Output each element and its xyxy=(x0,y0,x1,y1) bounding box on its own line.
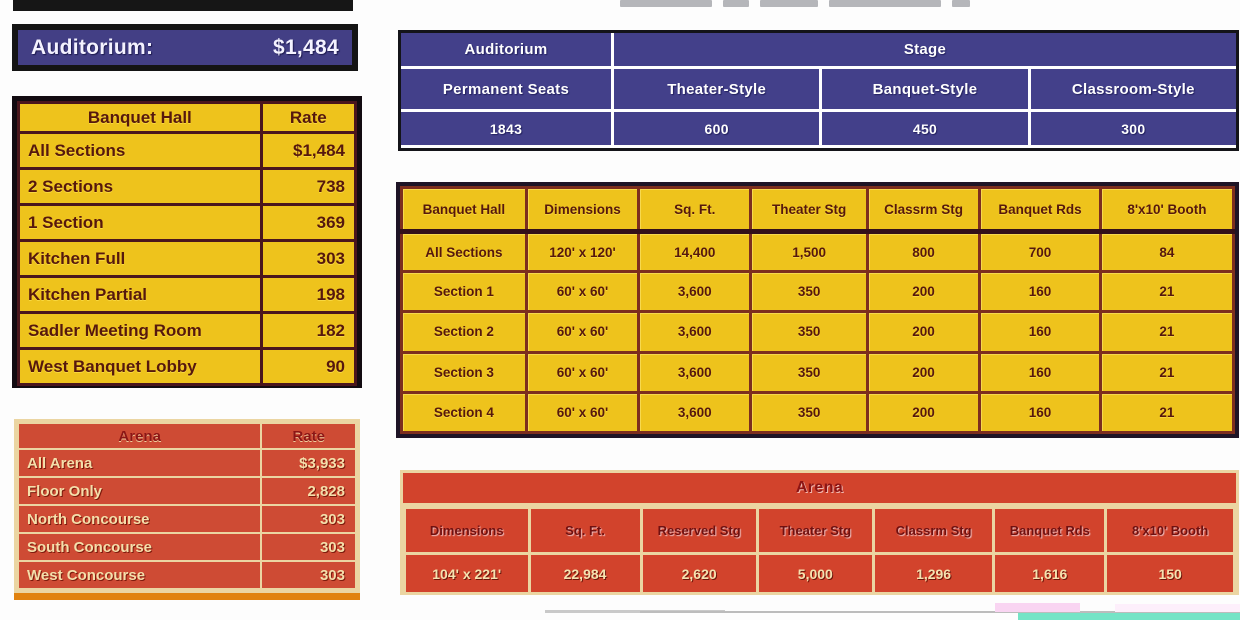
area-rate: 303 xyxy=(261,561,356,589)
cropped-heading-fragment xyxy=(723,0,749,7)
cell: 350 xyxy=(751,272,867,312)
cell: 2,620 xyxy=(641,554,757,594)
cell: 3,600 xyxy=(639,312,751,352)
cropped-heading-fragments xyxy=(620,0,970,8)
cell: 21 xyxy=(1100,352,1233,392)
group-header-row xyxy=(401,33,1236,66)
cropped-box-top xyxy=(13,0,353,11)
capacity-value: 450 xyxy=(822,112,1027,145)
cell: 150 xyxy=(1106,554,1235,594)
cell: 700 xyxy=(980,232,1101,272)
table-row xyxy=(402,312,1234,352)
cell: 200 xyxy=(867,352,979,392)
cell: 60' x 60' xyxy=(526,392,638,432)
cell: 1,500 xyxy=(751,232,867,272)
column-header: Sq. Ft. xyxy=(529,508,641,554)
column-header: Rate xyxy=(261,103,355,133)
cropped-pink-fragment xyxy=(995,603,1080,612)
column-header: Reserved Stg xyxy=(641,508,757,554)
table-row xyxy=(18,561,356,589)
header-row xyxy=(405,508,1235,554)
column-header: Classroom-Style xyxy=(1031,69,1236,109)
column-header: Classrm Stg xyxy=(867,188,979,232)
column-header: Theater-Style xyxy=(614,69,819,109)
cell: 160 xyxy=(980,312,1101,352)
column-header: Permanent Seats xyxy=(401,69,611,109)
cell: 104' x 221' xyxy=(405,554,530,594)
column-header: Banquet Rds xyxy=(980,188,1101,232)
header-row xyxy=(402,188,1234,232)
table-row xyxy=(18,505,356,533)
cropped-heading-fragment xyxy=(760,0,818,7)
value-row xyxy=(405,554,1235,594)
table-row xyxy=(19,169,356,205)
column-header: Theater Stg xyxy=(757,508,873,554)
cell: 350 xyxy=(751,312,867,352)
cell: 160 xyxy=(980,272,1101,312)
value-row xyxy=(401,112,1236,145)
cell: 60' x 60' xyxy=(526,352,638,392)
room-rate: $1,484 xyxy=(261,133,355,169)
cell: 200 xyxy=(867,312,979,352)
column-header: Banquet-Style xyxy=(822,69,1027,109)
cropped-heading-fragment xyxy=(952,0,970,7)
room-rate: 369 xyxy=(261,205,355,241)
area-name: North Concourse xyxy=(18,505,261,533)
cell: Section 2 xyxy=(402,312,527,352)
column-header: Banquet Hall xyxy=(19,103,262,133)
room-name: Sadler Meeting Room xyxy=(19,313,262,349)
column-header: Banquet Rds xyxy=(994,508,1106,554)
column-header: Theater Stg xyxy=(751,188,867,232)
cell: 84 xyxy=(1100,232,1233,272)
cell: 21 xyxy=(1100,312,1233,352)
table-row xyxy=(18,533,356,561)
area-rate: $3,933 xyxy=(261,449,356,477)
table-row xyxy=(19,133,356,169)
room-rate: 182 xyxy=(261,313,355,349)
room-rate: 738 xyxy=(261,169,355,205)
cell: 800 xyxy=(867,232,979,272)
area-name: South Concourse xyxy=(18,533,261,561)
table-row xyxy=(402,232,1234,272)
auditorium-rate-bar xyxy=(12,24,358,71)
capacity-value: 1843 xyxy=(401,112,611,145)
cropped-teal-fragment xyxy=(1018,613,1240,620)
column-header: Classrm Stg xyxy=(873,508,993,554)
cell: 1,296 xyxy=(873,554,993,594)
column-header: Dimensions xyxy=(405,508,530,554)
banquet-hall-rate-table xyxy=(12,96,362,388)
cell: 350 xyxy=(751,352,867,392)
cell: 120' x 120' xyxy=(526,232,638,272)
cell: Section 4 xyxy=(402,392,527,432)
cropped-heading-fragment xyxy=(620,0,712,7)
room-name: Kitchen Partial xyxy=(19,277,262,313)
group-header: Auditorium xyxy=(401,33,611,66)
table-row xyxy=(19,241,356,277)
capacity-value: 300 xyxy=(1031,112,1236,145)
area-rate: 2,828 xyxy=(261,477,356,505)
capacity-value: 600 xyxy=(614,112,819,145)
auditorium-rate-label: Auditorium: xyxy=(31,35,154,59)
table-row xyxy=(18,477,356,505)
arena-rate-table xyxy=(14,419,360,593)
cell: 22,984 xyxy=(529,554,641,594)
cell: 3,600 xyxy=(639,272,751,312)
area-name: Floor Only xyxy=(18,477,261,505)
table-row xyxy=(402,352,1234,392)
cell: 14,400 xyxy=(639,232,751,272)
header-row xyxy=(19,103,356,133)
cell: All Sections xyxy=(402,232,527,272)
room-rate: 198 xyxy=(261,277,355,313)
column-header: 8'x10' Booth xyxy=(1100,188,1233,232)
cell: 60' x 60' xyxy=(526,272,638,312)
cell: 160 xyxy=(980,392,1101,432)
cell: 3,600 xyxy=(639,352,751,392)
room-name: All Sections xyxy=(19,133,262,169)
room-rate: 90 xyxy=(261,349,355,385)
cell: Section 1 xyxy=(402,272,527,312)
area-rate: 303 xyxy=(261,505,356,533)
room-name: West Banquet Lobby xyxy=(19,349,262,385)
area-name: All Arena xyxy=(18,449,261,477)
arena-title: Arena xyxy=(403,473,1236,506)
cell: 21 xyxy=(1100,392,1233,432)
room-name: Kitchen Full xyxy=(19,241,262,277)
auditorium-stage-table xyxy=(398,30,1239,151)
table-row xyxy=(402,392,1234,432)
column-header: Banquet Hall xyxy=(402,188,527,232)
area-name: West Concourse xyxy=(18,561,261,589)
room-rate: 303 xyxy=(261,241,355,277)
cell: 350 xyxy=(751,392,867,432)
column-header: Rate xyxy=(261,423,356,449)
column-header: Arena xyxy=(18,423,261,449)
room-name: 2 Sections xyxy=(19,169,262,205)
cropped-heading-fragment xyxy=(829,0,941,7)
cell: Section 3 xyxy=(402,352,527,392)
table-row xyxy=(19,313,356,349)
auditorium-rate-value: $1,484 xyxy=(272,35,339,59)
column-header: Dimensions xyxy=(526,188,638,232)
cell: 60' x 60' xyxy=(526,312,638,352)
area-rate: 303 xyxy=(261,533,356,561)
table-row xyxy=(18,449,356,477)
column-header: Sq. Ft. xyxy=(639,188,751,232)
orange-strip xyxy=(14,593,360,600)
room-name: 1 Section xyxy=(19,205,262,241)
cell: 200 xyxy=(867,392,979,432)
cell: 1,616 xyxy=(994,554,1106,594)
arena-detail-table xyxy=(400,470,1239,595)
table-row xyxy=(402,272,1234,312)
header-row xyxy=(18,423,356,449)
table-row xyxy=(19,349,356,385)
cell: 200 xyxy=(867,272,979,312)
cell: 21 xyxy=(1100,272,1233,312)
header-row xyxy=(401,69,1236,109)
table-row xyxy=(19,277,356,313)
cell: 5,000 xyxy=(757,554,873,594)
banquet-hall-detail-table xyxy=(396,182,1239,438)
cell: 160 xyxy=(980,352,1101,392)
column-header: 8'x10' Booth xyxy=(1106,508,1235,554)
group-header: Stage xyxy=(614,33,1236,66)
cell: 3,600 xyxy=(639,392,751,432)
table-row xyxy=(19,205,356,241)
cropped-pale-fragment xyxy=(1115,604,1240,612)
